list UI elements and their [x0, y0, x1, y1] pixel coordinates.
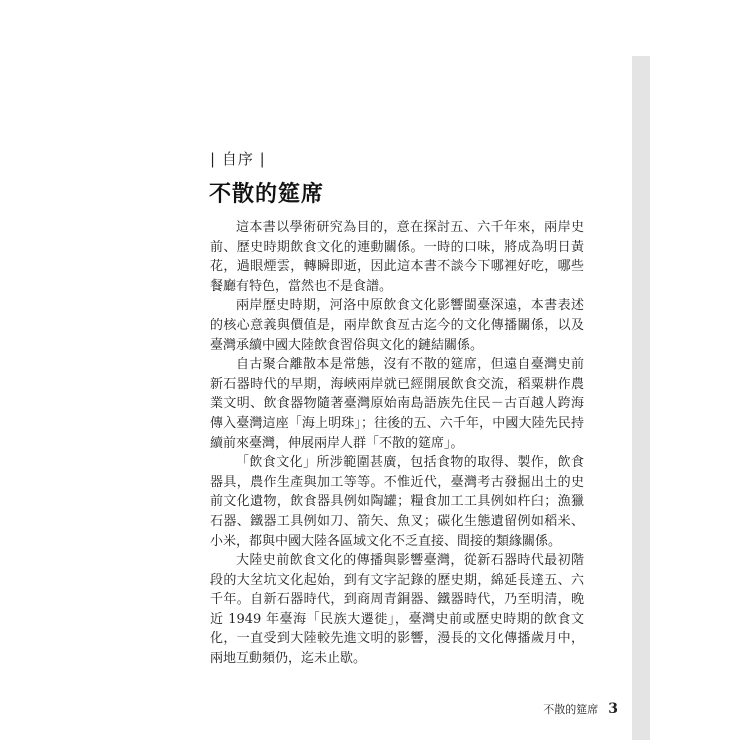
paragraph-2: 兩岸歷史時期，河洛中原飲食文化影響閩臺深遠，本書表述的核心意義與價值是，兩岸飲食亙古迄今的文化傳播關係，以及臺灣承續中國大陸飲食習俗與文化的鏈結關係。 [210, 298, 584, 353]
section-label: | 自序 | [210, 150, 266, 168]
page-footer [543, 700, 618, 718]
body-text [210, 218, 584, 669]
paragraph-1: 這本書以學術研究為目的，意在探討五、六千年來，兩岸史前、歷史時期飲食文化的連動關係。一時的口味，將成為明日黃花，過眼煙雲，轉瞬即逝，因此這本書不談今下哪裡好吃，哪些餐廳有特色，當然也不是食譜。 [210, 220, 584, 294]
chapter-title: 不散的筵席 [209, 182, 325, 207]
page-edge-strip [632, 56, 650, 740]
running-title: 不散的筵席 [543, 703, 599, 716]
page-number: 3 [608, 701, 618, 717]
paragraph-4: 「飲食文化」所涉範圍甚廣，包括食物的取得、製作，飲食器具，農作生產與加工等等。不惟近代，臺灣考古發掘出土的史前文化遺物，飲食器具例如陶罐；糧食加工工具例如杵臼；漁獵石器、鐵器工具例如刀、箭矢、魚叉；碳化生態遺留例如稻米、小米，都與中國大陸各區域文化不乏直接、間接的類緣關係。 [210, 455, 584, 549]
paragraph-3: 自古聚合離散本是常態，沒有不散的筵席，但遠自臺灣史前新石器時代的早期，海峽兩岸就已經開展飲食交流，稻粟耕作農業文明、飲食器物隨著臺灣原始南島語族先住民－古百越人跨海傳入臺灣這座「海上明珠」；往後的五、六千年，中國大陸先民持續前來臺灣，伸展兩岸人群「不散的筵席」。 [210, 357, 584, 451]
paragraph-5: 大陸史前飲食文化的傳播與影響臺灣，從新石器時代最初階段的大坌坑文化起始，到有文字記錄的歷史期，綿延長達五、六千年。自新石器時代，到商周青銅器、鐵器時代，乃至明清，晚近 1949 年臺海「民族大遷徙」，臺灣史前或歷史時期的飲食文化，一直受到大陸較先進文明的影響，漫長的文化傳播歲月中，兩地互動頻仍，迄未止歇。 [210, 553, 584, 667]
